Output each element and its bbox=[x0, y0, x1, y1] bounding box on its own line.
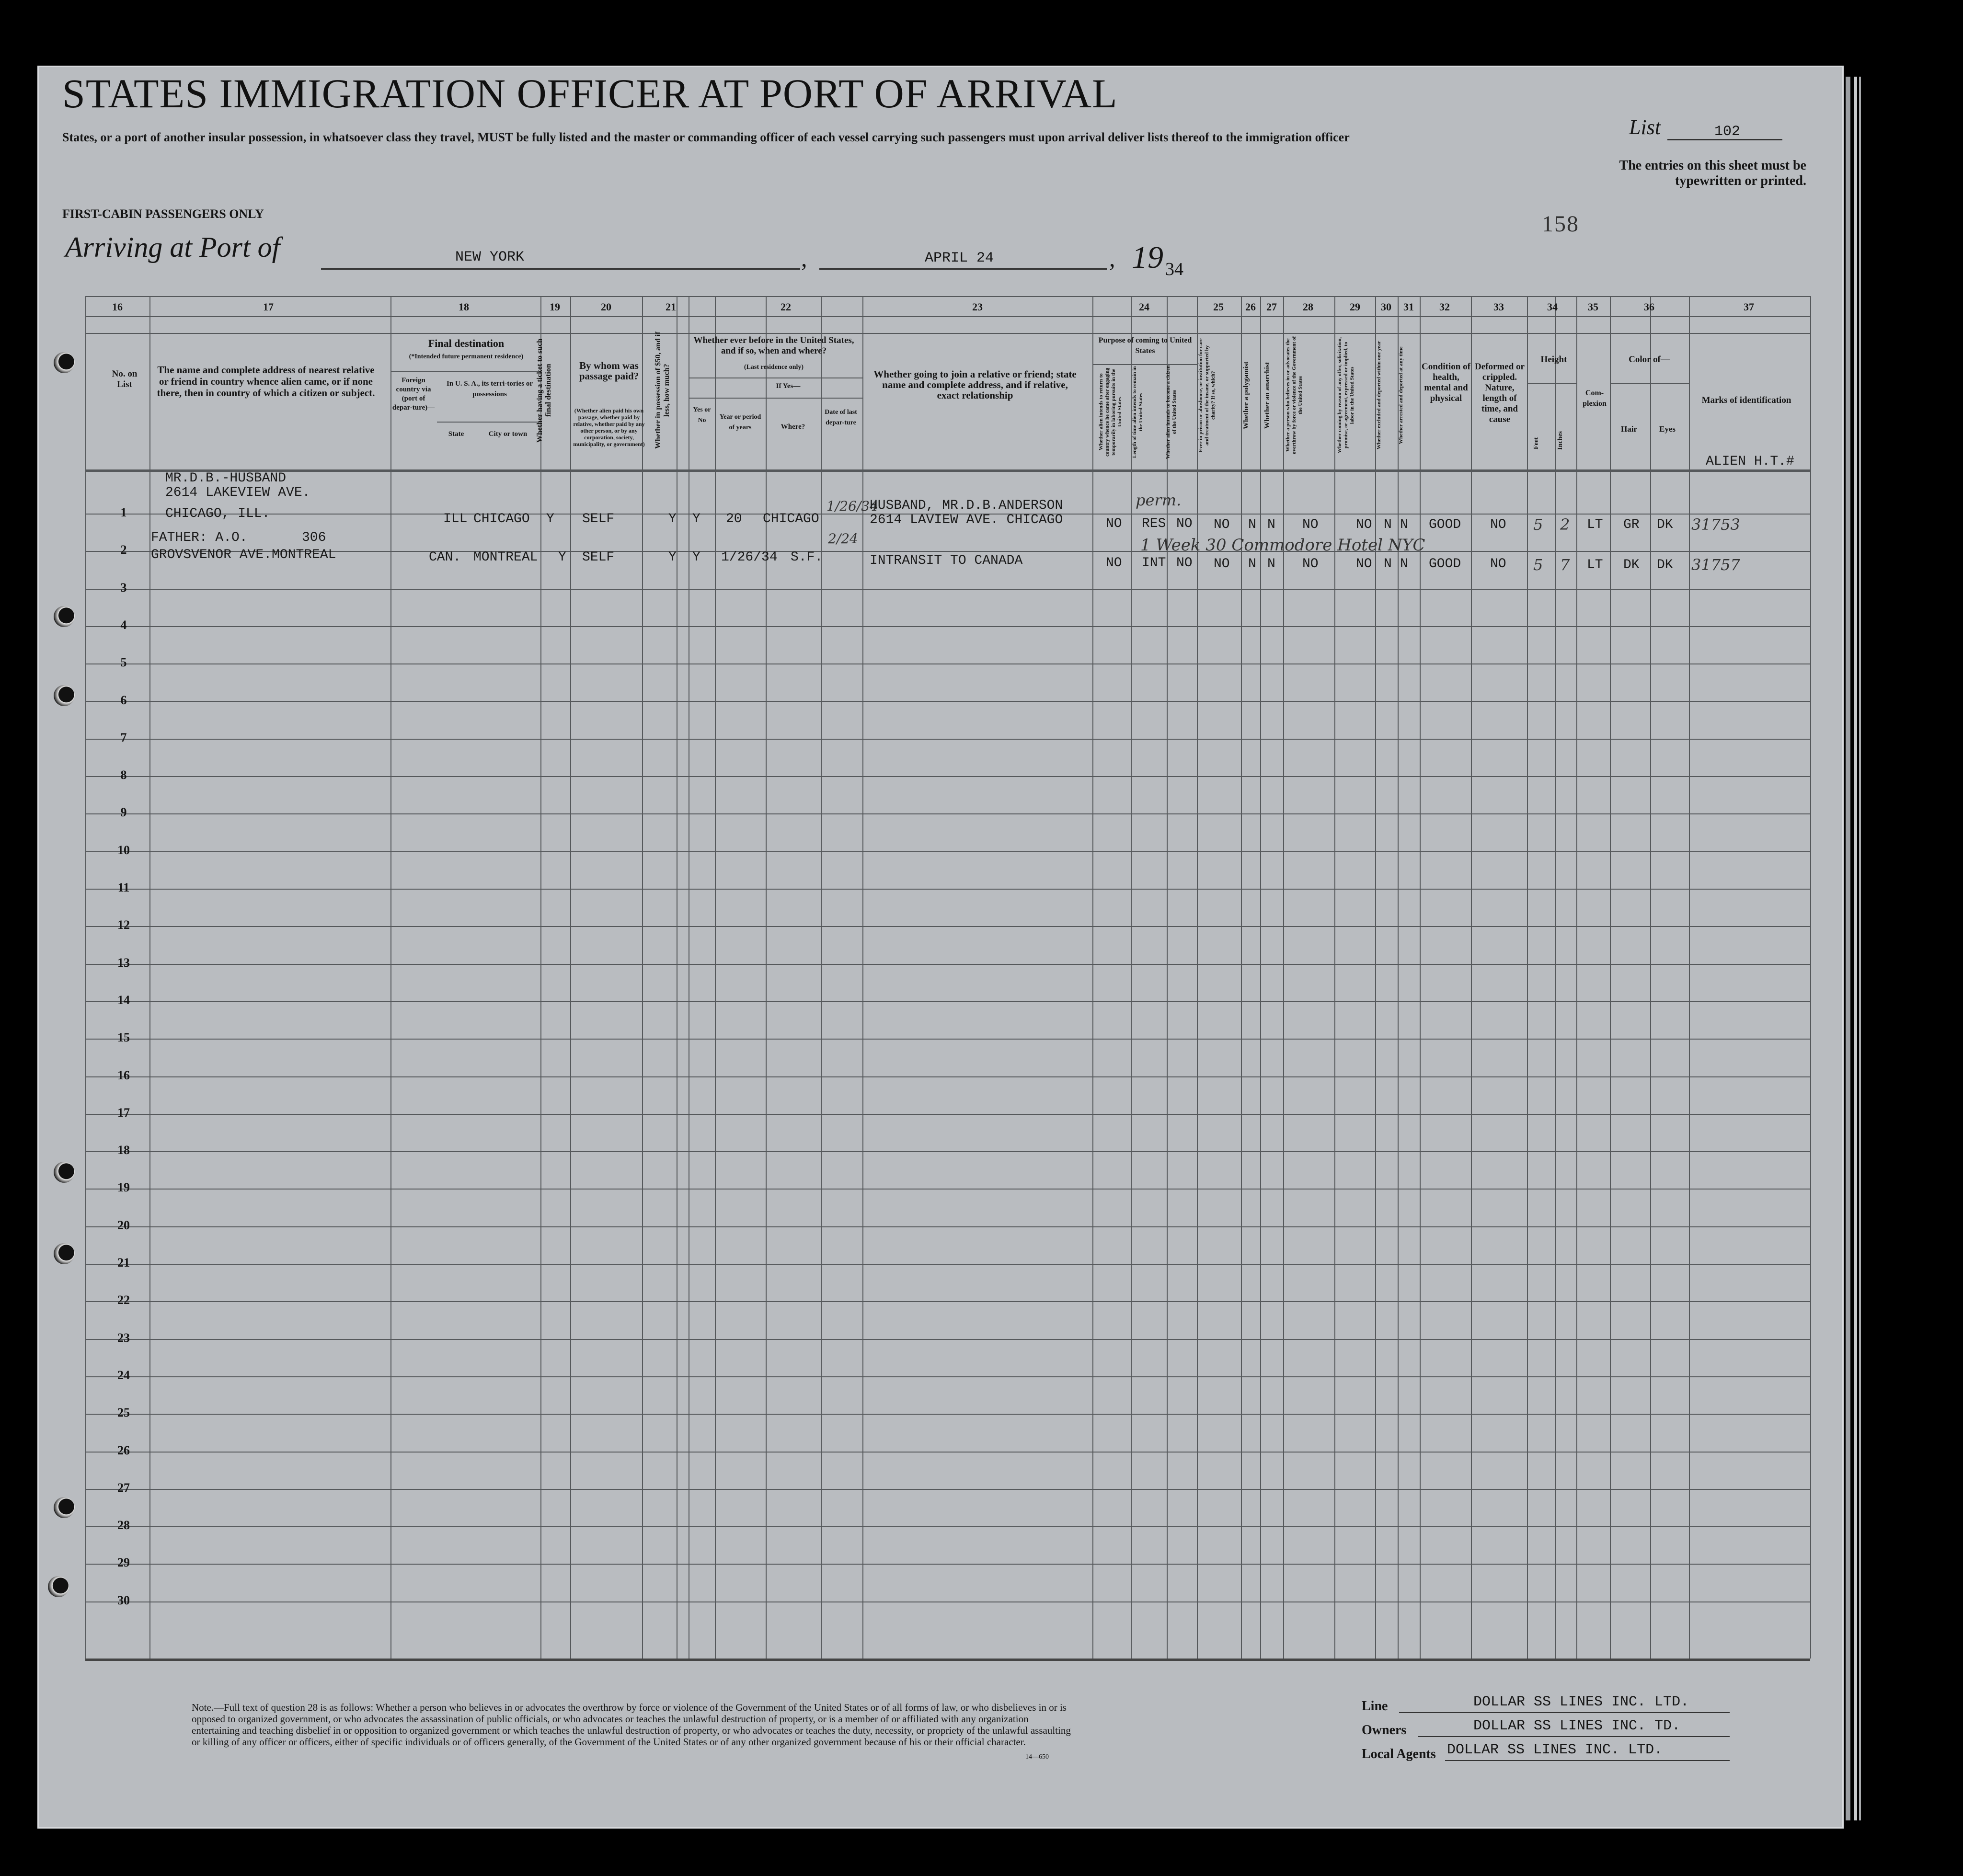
header-no-on-list: No. on List bbox=[112, 369, 138, 389]
page-edge bbox=[1846, 77, 1850, 1820]
form-title: STATES IMMIGRATION OFFICER AT PORT OF ARRIVAL bbox=[62, 70, 1118, 116]
row-number: 25 bbox=[117, 1406, 130, 1419]
column-number: 34 bbox=[1547, 301, 1558, 313]
grid-row-line bbox=[85, 1226, 1810, 1227]
grid-row-line bbox=[85, 1039, 1810, 1040]
header-foreign-country: Foreign country via (port of depar-ture)— bbox=[392, 377, 435, 412]
row-number: 8 bbox=[120, 768, 127, 782]
row-number: 24 bbox=[117, 1368, 130, 1382]
grid-row-line bbox=[85, 1264, 1810, 1265]
grid-subheader-line bbox=[390, 371, 540, 372]
punch-hole bbox=[48, 1576, 69, 1597]
row2-marks: 31757 bbox=[1691, 556, 1740, 574]
grid-row-line bbox=[85, 1076, 1810, 1077]
row1-purpose-return: NO bbox=[1106, 516, 1122, 531]
grid-column-line bbox=[390, 296, 391, 1659]
row1-ever-before: Y bbox=[692, 512, 700, 526]
header-year-period: Year or period of years bbox=[719, 413, 761, 431]
header-inches: Inches bbox=[1557, 431, 1564, 450]
owners-underline bbox=[1418, 1736, 1730, 1737]
grid-row-line bbox=[85, 1189, 1810, 1190]
port-underline bbox=[321, 268, 800, 270]
row1-marks: 31753 bbox=[1691, 515, 1740, 534]
grid-subheader-line bbox=[689, 398, 862, 399]
grid-row-line bbox=[85, 701, 1810, 702]
header-color-of: Color of— bbox=[1629, 355, 1670, 365]
date-value: APRIL 24 bbox=[925, 250, 994, 266]
grid-column-line bbox=[715, 296, 716, 1659]
row1-inches: 2 bbox=[1560, 515, 1570, 534]
header-col30: Whether excluded and deported within one year bbox=[1376, 341, 1382, 450]
column-number: 35 bbox=[1588, 301, 1598, 313]
row-number: 17 bbox=[117, 1106, 130, 1120]
header-joining-relative: Whether going to join a relative or friend; state name and complete address, and if relative, exact relationship bbox=[873, 368, 1077, 401]
punch-hole bbox=[54, 606, 75, 627]
grid-column-line bbox=[1092, 296, 1093, 1659]
row1-ticket: Y bbox=[546, 512, 554, 526]
grid-row-line bbox=[85, 851, 1810, 852]
header-purpose-a: Whether alien intends to return to country whence he came after engaging temporarily in laboring pursuits in the United States bbox=[1098, 367, 1123, 457]
grid-column-line bbox=[1241, 296, 1242, 1659]
header-city: City or town bbox=[488, 430, 528, 438]
row2-deformed: NO bbox=[1490, 557, 1506, 572]
grid-row-line bbox=[85, 813, 1810, 814]
header-in-usa: In U. S. A., its terri-tories or possessions bbox=[447, 380, 533, 398]
grid-subheader-line bbox=[1527, 383, 1576, 384]
grid-row-line bbox=[85, 1452, 1810, 1453]
row1-hair: GR bbox=[1623, 517, 1640, 532]
grid-column-line bbox=[1689, 296, 1690, 1659]
row2-years: 1/26/34 bbox=[721, 550, 778, 565]
grid-subheader-line bbox=[689, 377, 862, 378]
grid-row-line bbox=[85, 333, 1810, 334]
grid-column-line bbox=[1610, 296, 1611, 1659]
grid-row-line bbox=[85, 589, 1810, 590]
punch-hole bbox=[54, 352, 75, 373]
row1-last-departure: 1/26/34 bbox=[827, 498, 878, 514]
row2-relative-line1: FATHER: A.O. bbox=[151, 530, 248, 545]
row1-where: CHICAGO bbox=[763, 512, 819, 526]
row-number: 3 bbox=[120, 581, 127, 595]
header-col26: Whether a polygamist bbox=[1242, 361, 1250, 429]
comma: , bbox=[1109, 245, 1115, 272]
row1-health: GOOD bbox=[1429, 517, 1461, 532]
grid-subheader-line bbox=[437, 422, 540, 423]
row-number: 5 bbox=[120, 655, 127, 669]
header-ticket: Whether having a ticket to such final destination bbox=[536, 338, 552, 443]
year-suffix: 34 bbox=[1165, 259, 1183, 279]
row2-has-50: Y bbox=[668, 550, 677, 565]
grid-row-line bbox=[85, 926, 1810, 927]
grid-row-line bbox=[85, 1414, 1810, 1415]
header-col27: Whether an anarchist bbox=[1263, 362, 1271, 429]
header-deformed: Deformed or crippled. Nature, length of time, and cause bbox=[1475, 362, 1525, 424]
row1-col26: N bbox=[1248, 517, 1256, 532]
grid-row-line bbox=[85, 1151, 1810, 1152]
row1-purpose-length: RES bbox=[1142, 516, 1166, 531]
row-number: 15 bbox=[117, 1030, 130, 1044]
row-number: 1 bbox=[120, 505, 127, 519]
form-number: 14—650 bbox=[1025, 1753, 1049, 1761]
row-number: 19 bbox=[117, 1180, 130, 1194]
grid-row-line bbox=[85, 776, 1810, 777]
row-number: 7 bbox=[120, 731, 127, 744]
grid-column-line bbox=[1260, 296, 1261, 1659]
row1-col29: NO bbox=[1356, 517, 1372, 532]
grid-row-line bbox=[85, 626, 1810, 627]
column-number: 19 bbox=[550, 301, 560, 313]
header-yes-no: Yes or No bbox=[693, 406, 711, 424]
row-number: 13 bbox=[117, 956, 130, 970]
line-label: Line bbox=[1362, 1699, 1388, 1714]
entries-note: The entries on this sheet must be typewritten or printed. bbox=[1619, 158, 1806, 188]
header-ever-before: Whether ever before in the United States, and if so, when and where? bbox=[693, 335, 854, 356]
owners-label: Owners bbox=[1362, 1723, 1407, 1738]
list-number: 102 bbox=[1714, 124, 1741, 140]
grid-column-line bbox=[1283, 296, 1284, 1659]
grid-column-line bbox=[1334, 296, 1335, 1659]
header-purpose-b: Length of time alien intends to remain in the United States bbox=[1132, 366, 1144, 458]
grid-row-line bbox=[85, 1526, 1810, 1527]
row2-col29: NO bbox=[1356, 557, 1372, 572]
row-number: 30 bbox=[117, 1593, 130, 1607]
header-where: Where? bbox=[781, 423, 805, 431]
alien-ht-annotation: ALIEN H.T.# bbox=[1706, 454, 1794, 469]
row2-complexion: LT bbox=[1587, 558, 1603, 572]
grid-row-line bbox=[85, 1376, 1810, 1377]
date-underline bbox=[819, 268, 1107, 270]
row2-col25: NO bbox=[1214, 557, 1230, 572]
agents-underline bbox=[1445, 1760, 1730, 1761]
row1-relative-line2: 2614 LAKEVIEW AVE. bbox=[165, 485, 310, 500]
grid-column-line bbox=[1398, 296, 1399, 1659]
row2-health: GOOD bbox=[1429, 557, 1461, 572]
row2-joining-line1: INTRANSIT TO CANADA bbox=[870, 553, 1023, 568]
header-col29: Whether coming by reason of any offer, solicitation, promise, or agreement, expressed or implied, to labor in the United States bbox=[1337, 337, 1355, 454]
punch-hole bbox=[54, 1497, 75, 1518]
column-number: 31 bbox=[1403, 301, 1414, 313]
row1-joining-line1: HUSBAND, MR.D.B.ANDERSON bbox=[870, 498, 1063, 513]
row2-purpose-return: NO bbox=[1106, 556, 1122, 571]
grid-row-line bbox=[85, 964, 1810, 965]
row-number: 12 bbox=[117, 918, 130, 932]
grid-row-line bbox=[85, 1114, 1810, 1115]
header-hair: Hair bbox=[1621, 424, 1637, 434]
row2-hair: DK bbox=[1623, 558, 1640, 572]
grid-column-line bbox=[1471, 296, 1472, 1659]
punch-hole bbox=[54, 1162, 75, 1183]
question-28-note: Note.—Full text of question 28 is as follows: Whether a person who believes in or advocates the overthrow by force or violence of the Government of the United States or of all forms of law, or who disbelieves in or is opposed to organized government, or who advocates the assassination of public officials, or who advocates or teaches the unlawful destruction of property, or is a member of or affiliated with any organization entertaining and teaching disbelief in or opposition to organized government or which teaches the unlawful destruction of property, or who advocates or teaches the duty, necessity, or propriety of the unlawful assaulting or killing of any officer or officers, either of specific individuals or of officers generally, of the Government of the United States or of any other organized government because of his or their official character. bbox=[192, 1702, 1071, 1748]
header-state: State bbox=[448, 430, 464, 438]
column-number: 26 bbox=[1245, 301, 1256, 313]
row-number: 28 bbox=[117, 1518, 130, 1532]
row2-last-departure: 2/24 bbox=[828, 531, 858, 547]
row1-years: 20 bbox=[726, 512, 742, 526]
grid-column-line bbox=[149, 296, 150, 1659]
cabin-class: FIRST-CABIN PASSENGERS ONLY bbox=[62, 207, 264, 221]
header-purpose: Purpose of coming to United States bbox=[1098, 336, 1192, 355]
header-relative-address: The name and complete address of nearest relative or friend in country whence alien came, or if none there, then in country of which a citizen or subject. bbox=[157, 364, 375, 399]
grid-column-line bbox=[1555, 296, 1556, 1659]
row-number: 6 bbox=[120, 693, 127, 707]
row2-ever-before: Y bbox=[692, 550, 700, 565]
row-number: 10 bbox=[117, 843, 130, 857]
row1-feet: 5 bbox=[1533, 515, 1543, 534]
row1-complexion: LT bbox=[1587, 517, 1603, 532]
row1-relative-line1: MR.D.B.-HUSBAND bbox=[165, 471, 287, 486]
header-height: Height bbox=[1540, 355, 1567, 365]
row2-city: MONTREAL bbox=[473, 550, 538, 565]
grid-row-line bbox=[85, 296, 1810, 297]
row2-col26: N bbox=[1248, 557, 1256, 572]
row1-col27: N bbox=[1267, 517, 1275, 532]
column-number: 30 bbox=[1381, 301, 1391, 313]
column-number: 17 bbox=[263, 301, 274, 313]
header-ever-before-note: (Last residence only) bbox=[744, 364, 804, 371]
port-value: NEW YORK bbox=[455, 249, 525, 265]
column-number: 24 bbox=[1139, 301, 1149, 313]
column-number: 22 bbox=[781, 301, 791, 313]
grid-column-line bbox=[540, 296, 541, 1659]
arriving-label: Arriving at Port of bbox=[65, 231, 280, 263]
row2-ticket: Y bbox=[558, 550, 566, 565]
row2-eyes: DK bbox=[1657, 558, 1673, 572]
row1-relative-line3: CHICAGO, ILL. bbox=[165, 506, 270, 521]
grid-column-line bbox=[1650, 296, 1651, 1659]
grid-row-line bbox=[85, 1564, 1810, 1565]
column-number: 23 bbox=[972, 301, 983, 313]
row-number: 23 bbox=[117, 1331, 130, 1345]
column-number: 36 bbox=[1644, 301, 1654, 313]
grid-column-line bbox=[1810, 296, 1811, 1659]
row1-col31: N bbox=[1400, 517, 1408, 532]
grid-row-line bbox=[85, 1301, 1810, 1302]
row-number: 2 bbox=[120, 543, 127, 557]
grid-row-line bbox=[85, 1489, 1810, 1490]
row2-where: S.F. bbox=[791, 550, 823, 565]
grid-row-line bbox=[85, 663, 1810, 664]
grid-row-line bbox=[85, 889, 1810, 890]
grid-row-line bbox=[85, 551, 1810, 552]
list-label: List bbox=[1629, 115, 1661, 139]
header-possession-50: Whether in possession of $50, and if less, how much? bbox=[654, 332, 671, 449]
comma: , bbox=[801, 245, 807, 272]
grid-column-line bbox=[1576, 296, 1577, 1659]
grid-column-line bbox=[570, 296, 571, 1659]
row2-state: CAN. bbox=[429, 550, 461, 565]
column-number: 28 bbox=[1303, 301, 1313, 313]
row-number: 14 bbox=[117, 993, 130, 1007]
row2-purpose-citizen: NO bbox=[1176, 556, 1193, 571]
row1-has-50: Y bbox=[668, 512, 677, 526]
year-prefix: 19 bbox=[1132, 240, 1163, 275]
grid-column-line bbox=[821, 296, 822, 1659]
row-number: 18 bbox=[117, 1143, 130, 1157]
grid-column-line bbox=[766, 296, 767, 1659]
grid-row-line bbox=[85, 1339, 1810, 1340]
line-value: DOLLAR SS LINES INC. LTD. bbox=[1473, 1694, 1689, 1710]
grid-row-line bbox=[85, 316, 1810, 317]
row1-state: ILL bbox=[443, 512, 468, 526]
grid-column-line bbox=[85, 296, 86, 1659]
grid-row-line bbox=[85, 739, 1810, 740]
row2-relative-extra: 306 bbox=[302, 530, 326, 545]
row2-relative-line2: GROVSVENOR AVE.MONTREAL bbox=[151, 548, 336, 562]
grid-column-line bbox=[642, 296, 643, 1659]
punch-hole bbox=[54, 1243, 75, 1264]
row2-purpose-length: INT bbox=[1142, 556, 1166, 571]
row-number: 26 bbox=[117, 1443, 130, 1457]
column-number: 27 bbox=[1266, 301, 1277, 313]
row2-feet: 5 bbox=[1533, 556, 1543, 574]
row1-city: CHICAGO bbox=[473, 512, 530, 526]
row-number: 21 bbox=[117, 1256, 130, 1270]
row2-inches: 7 bbox=[1560, 556, 1570, 574]
header-col25: Ever in prison or almshouse, or institution for care and treatment of the insane, or supported by charity? If so, which? bbox=[1198, 338, 1216, 452]
grid-column-line bbox=[1197, 296, 1198, 1659]
grid-column-line bbox=[1420, 296, 1421, 1659]
grid-row-line bbox=[85, 469, 1810, 472]
agents-label: Local Agents bbox=[1362, 1747, 1436, 1762]
header-purpose-c: Whether alien intends to become a citizen of the United States bbox=[1165, 365, 1177, 459]
row1-purpose-citizen: NO bbox=[1176, 516, 1193, 531]
header-by-whom-note: (Whether alien paid his own passage, whether paid by relative, whether paid by any other person, or by any corporation, society, municipality, or government) bbox=[573, 407, 645, 447]
header-complexion: Com-plexion bbox=[1583, 389, 1607, 408]
header-by-whom: By whom was passage paid? bbox=[579, 360, 639, 382]
column-number: 16 bbox=[112, 301, 123, 313]
row-number: 16 bbox=[117, 1068, 130, 1082]
grid-column-line bbox=[1131, 296, 1132, 1659]
row1-joining-line2: 2614 LAVIEW AVE. CHICAGO bbox=[870, 513, 1063, 527]
header-if-yes: If Yes— bbox=[776, 382, 801, 390]
grid-row-line bbox=[85, 1601, 1810, 1602]
row-number: 29 bbox=[117, 1556, 130, 1569]
header-marks: Marks of identification bbox=[1701, 395, 1791, 405]
row2-paid-by: SELF bbox=[582, 550, 615, 565]
column-number: 25 bbox=[1213, 301, 1224, 313]
column-number: 21 bbox=[666, 301, 676, 313]
row-number: 4 bbox=[120, 618, 127, 632]
column-number: 29 bbox=[1350, 301, 1360, 313]
row1-col28: NO bbox=[1302, 517, 1319, 532]
column-number: 32 bbox=[1439, 301, 1450, 313]
bottom-rule bbox=[85, 1659, 1810, 1661]
row1-col30: N bbox=[1384, 517, 1392, 532]
page-edge bbox=[1854, 77, 1857, 1820]
row2-col31: N bbox=[1400, 557, 1408, 572]
form-subtitle: States, or a port of another insular possession, in whatsoever class they travel, MUST be fully listed and the master or commanding officer of each vessel carrying such passengers must upon arrival deliver lists thereof to the immigration officer bbox=[62, 130, 1350, 144]
row2-col30: N bbox=[1384, 557, 1392, 572]
column-number: 33 bbox=[1493, 301, 1504, 313]
row2-purpose-handwritten: 1 Week 30 Commodore Hotel NYC bbox=[1140, 536, 1425, 555]
stamp-number: 158 bbox=[1542, 211, 1579, 237]
row-number: 11 bbox=[117, 881, 130, 894]
row2-col28: NO bbox=[1302, 557, 1319, 572]
owners-value: DOLLAR SS LINES INC. TD. bbox=[1473, 1718, 1681, 1734]
grid-subheader-line bbox=[1610, 383, 1689, 384]
header-health: Condition of health, mental and physical bbox=[1422, 362, 1470, 403]
row1-eyes: DK bbox=[1657, 517, 1673, 532]
line-underline bbox=[1399, 1712, 1730, 1713]
grid-column-line bbox=[1375, 296, 1376, 1659]
column-number: 37 bbox=[1744, 301, 1754, 313]
grid-column-line bbox=[1527, 296, 1528, 1659]
row-number: 20 bbox=[117, 1218, 130, 1232]
row-number: 22 bbox=[117, 1293, 130, 1307]
row1-paid-by: SELF bbox=[582, 512, 615, 526]
row1-purpose-handwritten: perm. bbox=[1136, 491, 1182, 509]
header-feet: Feet bbox=[1533, 437, 1540, 449]
row-number: 27 bbox=[117, 1481, 130, 1495]
row2-col27: N bbox=[1267, 557, 1275, 572]
header-final-destination: Final destination bbox=[428, 337, 505, 349]
row-number: 9 bbox=[120, 805, 127, 819]
header-col28: Whether a person who believes in or advocates the overthrow by force or violence of the Government of the United States bbox=[1285, 336, 1303, 455]
row1-col25: NO bbox=[1214, 517, 1230, 532]
page-edge bbox=[1859, 77, 1861, 1820]
header-eyes: Eyes bbox=[1659, 424, 1676, 434]
punch-hole bbox=[54, 685, 75, 706]
grid-row-line bbox=[85, 1001, 1810, 1002]
column-number: 18 bbox=[459, 301, 469, 313]
row1-deformed: NO bbox=[1490, 517, 1506, 532]
header-col31: Whether arrested and deported at any time bbox=[1398, 346, 1404, 444]
header-final-destination-note: (*Intended future permanent residence) bbox=[409, 353, 524, 360]
agents-value: DOLLAR SS LINES INC. LTD. bbox=[1447, 1742, 1663, 1758]
column-number: 20 bbox=[601, 301, 611, 313]
header-date-last-departure: Date of last depar-ture bbox=[825, 409, 857, 426]
